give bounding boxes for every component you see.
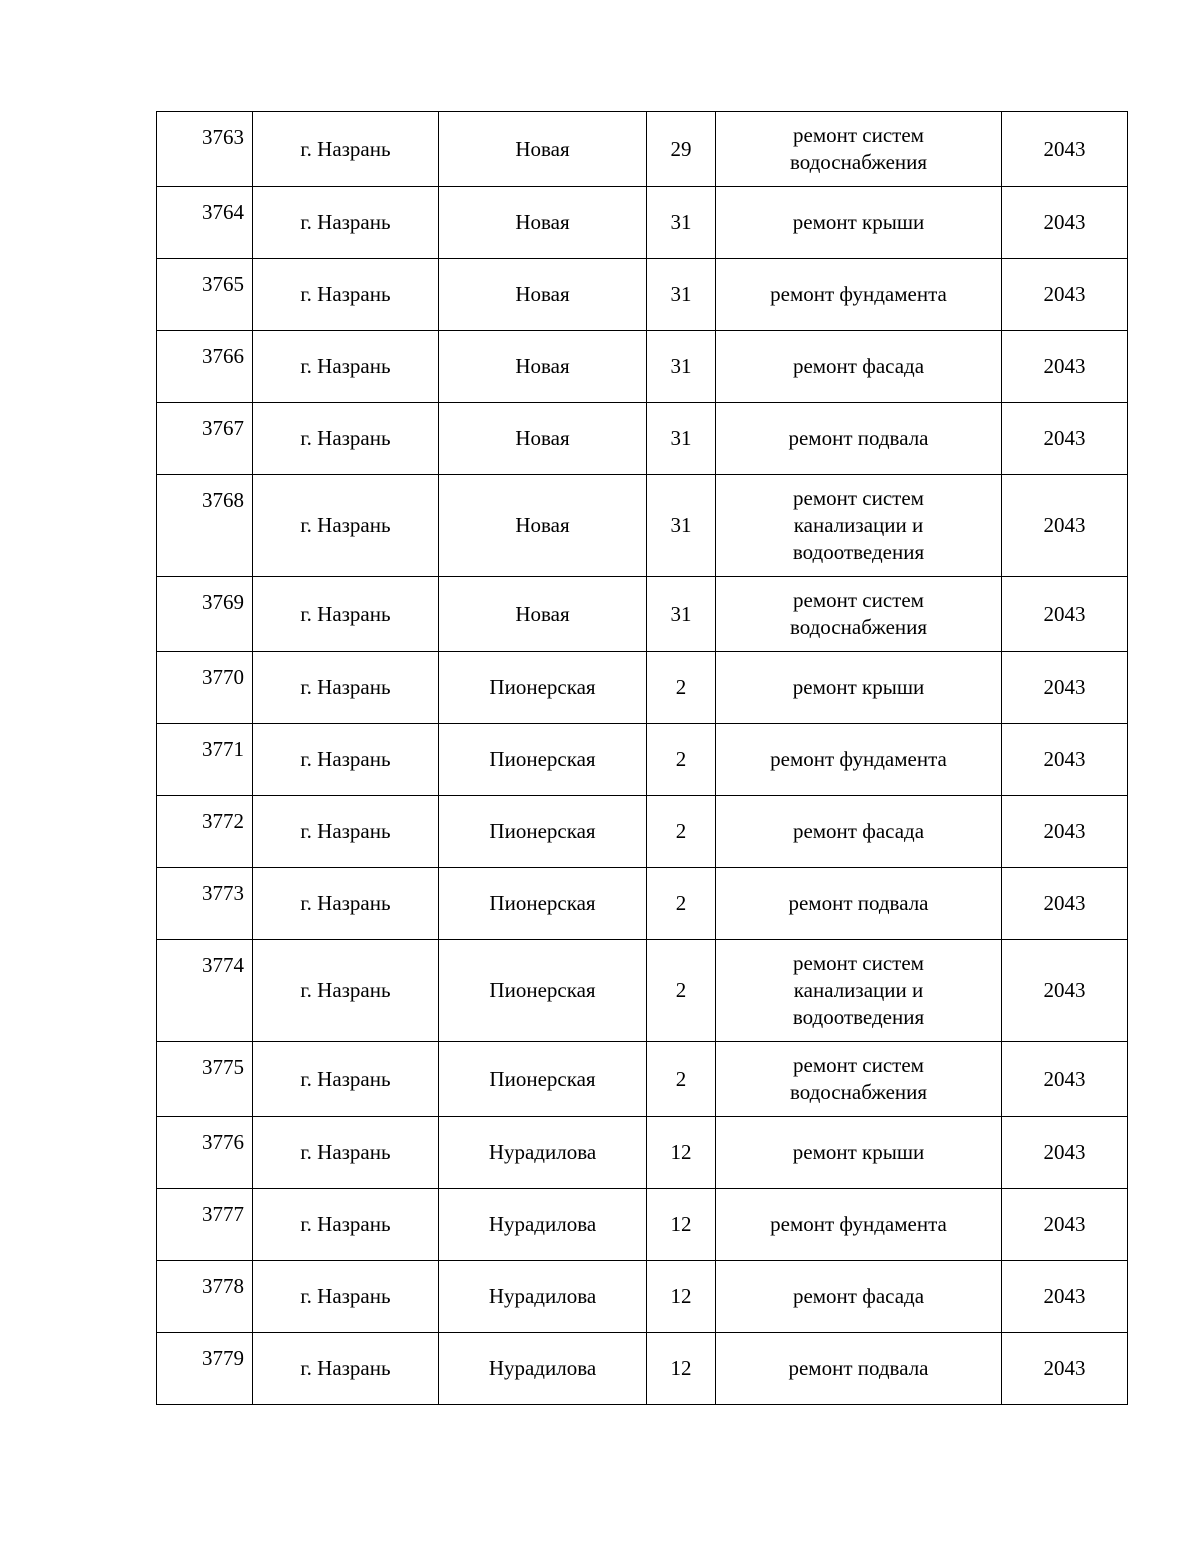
table-row (157, 259, 1128, 331)
work-type-cell (716, 1333, 1002, 1405)
work-type-line: ремонт фундамента (770, 282, 947, 306)
house-number-cell: 29 (647, 112, 716, 187)
work-type-line: ремонт крыши (792, 1140, 925, 1164)
street-cell: Пионерская (439, 940, 647, 1042)
street-cell: Новая (439, 112, 647, 187)
work-type-line: ремонт подвала (788, 891, 929, 915)
work-type-line: водоснабжения (789, 150, 928, 174)
table-row (157, 868, 1128, 940)
work-type-line: ремонт крыши (792, 210, 925, 234)
year-cell: 2043 (1002, 1189, 1128, 1261)
work-type-line: канализации и (793, 978, 924, 1002)
city-cell: г. Назрань (253, 475, 439, 577)
year-cell: 2043 (1002, 259, 1128, 331)
table-row (157, 652, 1128, 724)
street-cell: Пионерская (439, 796, 647, 868)
city-cell: г. Назрань (253, 940, 439, 1042)
house-number-cell: 31 (647, 187, 716, 259)
row-number-cell: 3764 (157, 187, 253, 259)
house-number-cell: 12 (647, 1117, 716, 1189)
city-cell: г. Назрань (253, 187, 439, 259)
table-row (157, 1117, 1128, 1189)
work-type-cell (716, 112, 1002, 187)
row-number-cell: 3773 (157, 868, 253, 940)
table-row (157, 403, 1128, 475)
work-type-cell (716, 652, 1002, 724)
year-cell: 2043 (1002, 403, 1128, 475)
work-type-line: водоснабжения (789, 615, 928, 639)
work-type-line: ремонт фасада (792, 1284, 925, 1308)
street-cell: Нурадилова (439, 1117, 647, 1189)
street-cell: Пионерская (439, 868, 647, 940)
row-number-cell: 3775 (157, 1042, 253, 1117)
city-cell: г. Назрань (253, 112, 439, 187)
city-cell: г. Назрань (253, 1261, 439, 1333)
street-cell: Новая (439, 187, 647, 259)
table-row (157, 187, 1128, 259)
work-type-line: ремонт систем (793, 588, 924, 612)
city-cell: г. Назрань (253, 724, 439, 796)
city-cell: г. Назрань (253, 259, 439, 331)
work-type-cell (716, 187, 1002, 259)
year-cell: 2043 (1002, 331, 1128, 403)
table-row (157, 112, 1128, 187)
street-cell: Пионерская (439, 652, 647, 724)
work-type-line: водоотведения (792, 1005, 925, 1029)
work-type-line: ремонт фундамента (770, 747, 947, 771)
work-type-cell (716, 331, 1002, 403)
house-number-cell: 31 (647, 475, 716, 577)
work-type-line: ремонт систем (793, 951, 924, 975)
work-type-cell (716, 1261, 1002, 1333)
work-type-line: водоснабжения (789, 1080, 928, 1104)
year-cell: 2043 (1002, 475, 1128, 577)
row-number-cell: 3774 (157, 940, 253, 1042)
city-cell: г. Назрань (253, 1042, 439, 1117)
year-cell: 2043 (1002, 1042, 1128, 1117)
house-number-cell: 31 (647, 403, 716, 475)
city-cell: г. Назрань (253, 577, 439, 652)
city-cell: г. Назрань (253, 1333, 439, 1405)
work-type-line: водоотведения (792, 540, 925, 564)
work-type-cell (716, 940, 1002, 1042)
work-type-cell (716, 724, 1002, 796)
house-number-cell: 2 (647, 940, 716, 1042)
row-number-cell: 3772 (157, 796, 253, 868)
row-number-cell: 3769 (157, 577, 253, 652)
table-body (157, 112, 1128, 1405)
city-cell: г. Назрань (253, 403, 439, 475)
year-cell: 2043 (1002, 724, 1128, 796)
year-cell: 2043 (1002, 868, 1128, 940)
city-cell: г. Назрань (253, 868, 439, 940)
street-cell: Нурадилова (439, 1333, 647, 1405)
work-type-cell (716, 868, 1002, 940)
house-number-cell: 2 (647, 1042, 716, 1117)
work-type-cell (716, 796, 1002, 868)
work-type-line: ремонт фасада (792, 819, 925, 843)
city-cell: г. Назрань (253, 331, 439, 403)
table-row (157, 577, 1128, 652)
work-type-cell (716, 403, 1002, 475)
year-cell: 2043 (1002, 652, 1128, 724)
year-cell: 2043 (1002, 796, 1128, 868)
street-cell: Новая (439, 259, 647, 331)
year-cell: 2043 (1002, 1333, 1128, 1405)
work-type-line: ремонт крыши (792, 675, 925, 699)
city-cell: г. Назрань (253, 1117, 439, 1189)
row-number-cell: 3763 (157, 112, 253, 187)
table-row (157, 1042, 1128, 1117)
table-row (157, 1261, 1128, 1333)
row-number-cell: 3770 (157, 652, 253, 724)
row-number-cell: 3768 (157, 475, 253, 577)
row-number-cell: 3777 (157, 1189, 253, 1261)
house-number-cell: 2 (647, 796, 716, 868)
city-cell: г. Назрань (253, 796, 439, 868)
house-number-cell: 2 (647, 868, 716, 940)
work-type-cell (716, 577, 1002, 652)
work-type-line: ремонт фундамента (770, 1212, 947, 1236)
street-cell: Новая (439, 577, 647, 652)
house-number-cell: 31 (647, 331, 716, 403)
street-cell: Пионерская (439, 724, 647, 796)
work-type-line: ремонт систем (793, 486, 924, 510)
work-type-line: канализации и (793, 513, 924, 537)
street-cell: Новая (439, 331, 647, 403)
work-type-cell (716, 259, 1002, 331)
house-number-cell: 2 (647, 652, 716, 724)
row-number-cell: 3765 (157, 259, 253, 331)
street-cell: Пионерская (439, 1042, 647, 1117)
house-number-cell: 12 (647, 1333, 716, 1405)
repair-schedule-table (156, 111, 1128, 1405)
work-type-cell (716, 475, 1002, 577)
work-type-cell (716, 1189, 1002, 1261)
year-cell: 2043 (1002, 1117, 1128, 1189)
table-row (157, 796, 1128, 868)
work-type-line: ремонт подвала (788, 426, 929, 450)
house-number-cell: 31 (647, 259, 716, 331)
house-number-cell: 12 (647, 1261, 716, 1333)
row-number-cell: 3776 (157, 1117, 253, 1189)
table-row (157, 1189, 1128, 1261)
work-type-cell (716, 1042, 1002, 1117)
street-cell: Новая (439, 475, 647, 577)
work-type-cell (716, 1117, 1002, 1189)
row-number-cell: 3766 (157, 331, 253, 403)
year-cell: 2043 (1002, 187, 1128, 259)
table-row (157, 475, 1128, 577)
house-number-cell: 12 (647, 1189, 716, 1261)
street-cell: Нурадилова (439, 1261, 647, 1333)
table-row (157, 1333, 1128, 1405)
year-cell: 2043 (1002, 112, 1128, 187)
table-row (157, 724, 1128, 796)
year-cell: 2043 (1002, 940, 1128, 1042)
year-cell: 2043 (1002, 1261, 1128, 1333)
city-cell: г. Назрань (253, 1189, 439, 1261)
year-cell: 2043 (1002, 577, 1128, 652)
house-number-cell: 31 (647, 577, 716, 652)
street-cell: Новая (439, 403, 647, 475)
work-type-line: ремонт систем (793, 1053, 924, 1077)
row-number-cell: 3779 (157, 1333, 253, 1405)
row-number-cell: 3767 (157, 403, 253, 475)
work-type-line: ремонт подвала (788, 1356, 929, 1380)
row-number-cell: 3778 (157, 1261, 253, 1333)
house-number-cell: 2 (647, 724, 716, 796)
table-row (157, 940, 1128, 1042)
work-type-line: ремонт систем (793, 123, 924, 147)
row-number-cell: 3771 (157, 724, 253, 796)
table-row (157, 331, 1128, 403)
street-cell: Нурадилова (439, 1189, 647, 1261)
city-cell: г. Назрань (253, 652, 439, 724)
work-type-line: ремонт фасада (792, 354, 925, 378)
